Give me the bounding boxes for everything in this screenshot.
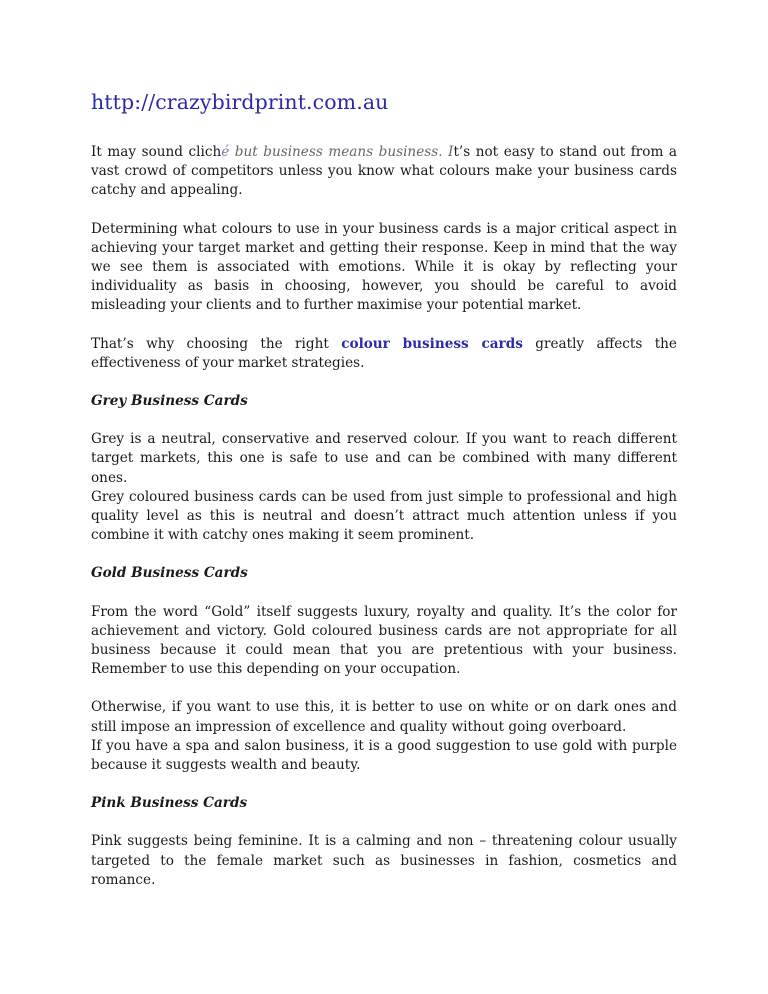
intro-paragraph-2: Determining what colours to use in your business cards is a major critical aspect in achieving your target market and getting their response. Keep in mind that the way we see them is associated with emotions. While it is okay by reflecting your individuality as basis in choosing, however, you should be careful to avoid misleading your clients and to further maximise your potential market. [91,220,677,314]
intro-paragraph-3 [91,335,677,373]
intro-p1-rest: t’s not easy to stand out from a vast crowd of competitors unless you know what colours make your business cards catchy and appealing. [91,144,677,199]
gold-paragraph-3: If you have a spa and salon business, it is a good suggestion to use gold with purple because it suggests wealth and beauty. [91,737,677,774]
gold-paragraph-1: From the word “Gold” itself suggests luxury, royalty and quality. It’s the color for achievement and victory. Gold coloured business cards are not appropriate for all business because it could mean that you are pretentious with your business. Remember to use this depending on your occupation. [91,603,677,678]
gold-section-heading: Gold Business Cards [91,565,248,582]
colour-business-cards-link[interactable]: colour business cards [341,335,523,352]
intro-p1-start: It may sound clich [91,144,222,160]
pink-section-heading: Pink Business Cards [91,795,248,812]
gold-paragraph-2: Otherwise, if you want to use this, it is better to use on white or on dark ones and still impose an impression of excellence and quality without going overboard. [91,699,677,735]
document-page [91,88,677,890]
intro-paragraph-1 [91,143,677,201]
grey-paragraph-1: Grey is a neutral, conservative and reserved colour. If you want to reach different target markets, this one is safe to use and can be combined with many different ones. [91,431,677,486]
intro-p3-after: greatly affects the effectiveness of your market strategies. [91,335,677,371]
pink-paragraph-1: Pink suggests being feminine. It is a calming and non – threatening colour usually targeted to the female market such as businesses in fashion, cosmetics and romance. [91,833,677,888]
grey-paragraph-2: Grey coloured business cards can be used from just simple to professional and high quality level as this is neutral and doesn’t attract much attention unless if you combine it with catchy ones making it seem prominent. [91,488,677,544]
grey-section-heading: Grey Business Cards [91,393,248,410]
intro-p1-accent: é [221,144,230,160]
intro-p1-italic: but business means business. I [229,144,454,160]
site-url-link[interactable]: http://crazybirdprint.com.au [91,90,389,114]
intro-p3-before: That’s why choosing the right [91,335,342,352]
